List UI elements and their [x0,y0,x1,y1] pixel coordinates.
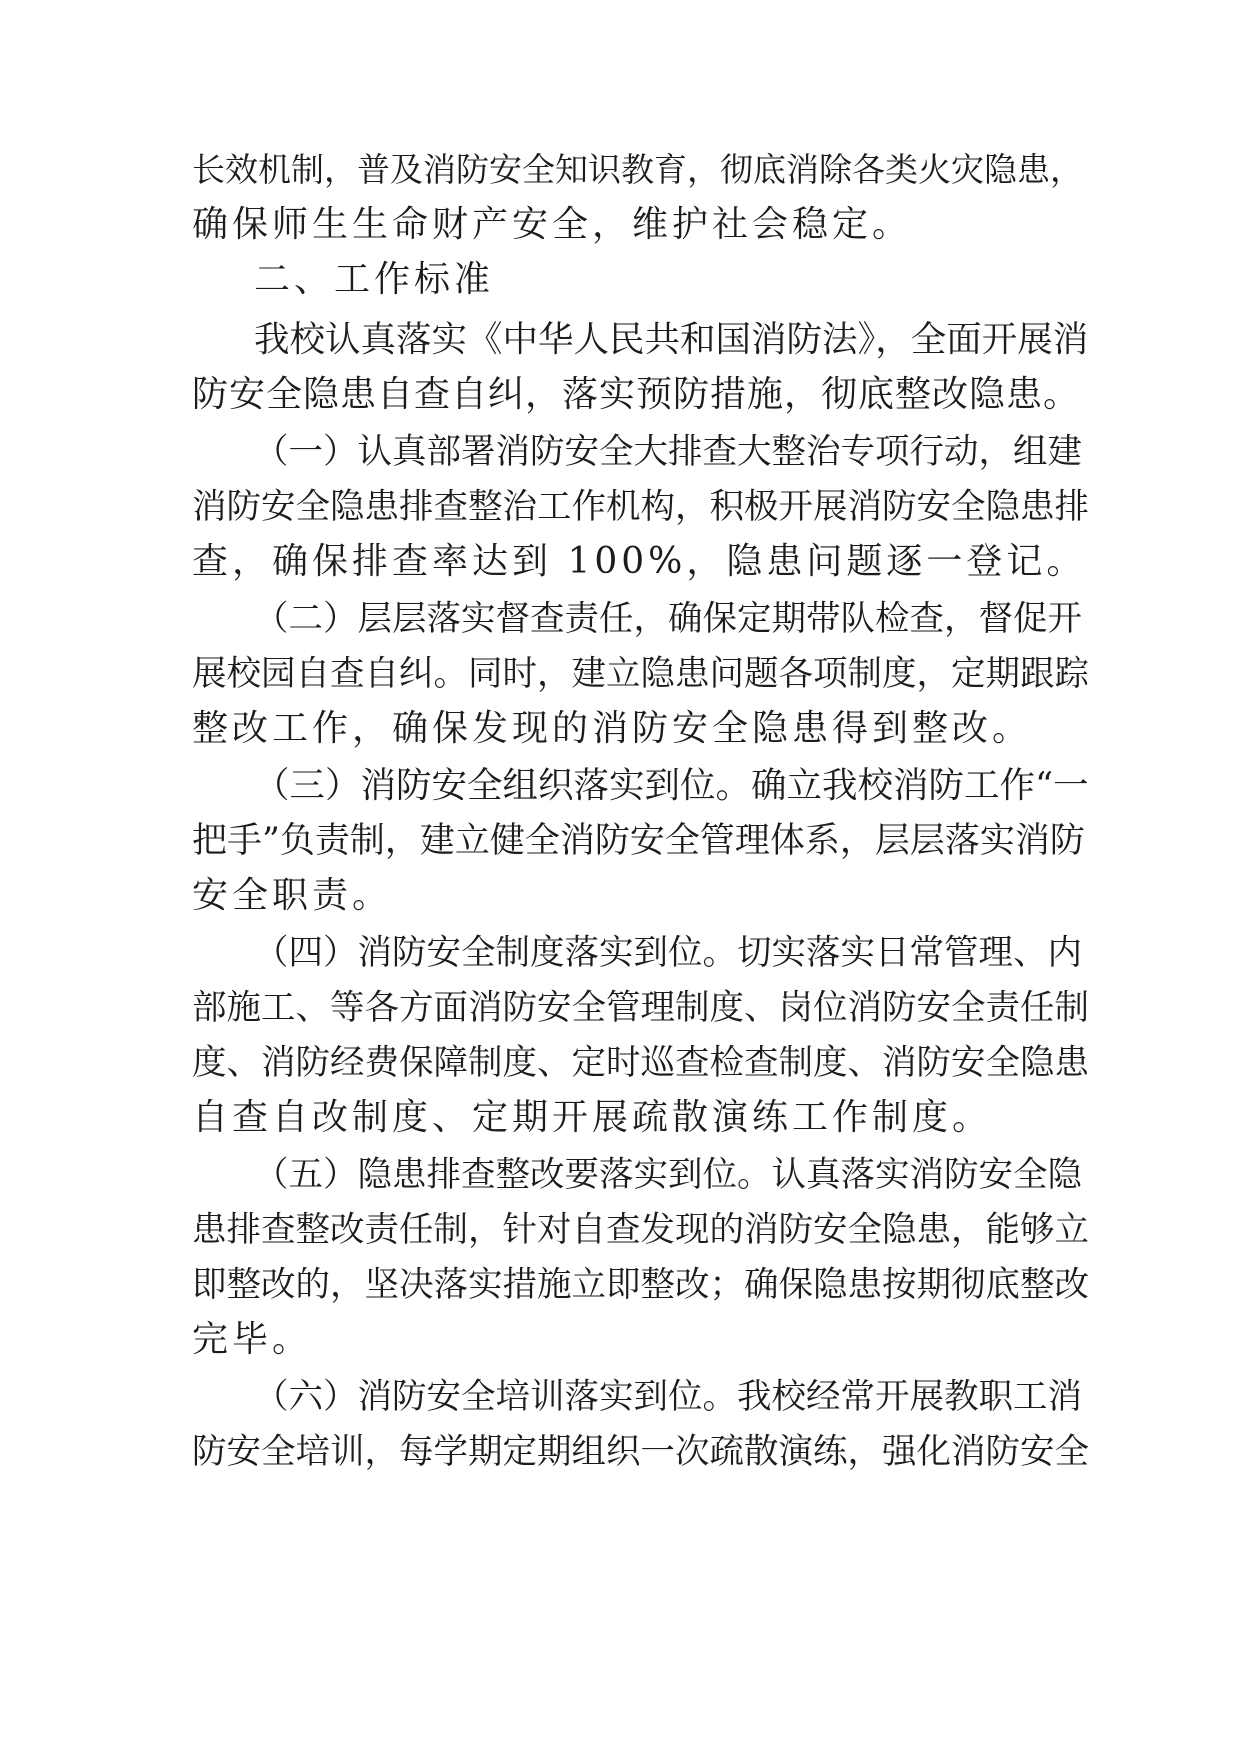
text-line: 度、消防经费保障制度、定时巡查检查制度、消防安全隐患 [192,1043,1089,1083]
text-line: （三）消防安全组织落实到位。确立我校消防工作“一 [254,765,1089,806]
text-line: 长效机制，普及消防安全知识教育，彻底消除各类火灾隐患， [192,150,1083,189]
text-line: 安全职责。 [192,875,393,916]
text-line: 整改工作，确保发现的消防安全隐患得到整改。 [192,708,1033,749]
text-line: 防安全培训，每学期定期组织一次疏散演练，强化消防安全 [192,1432,1089,1472]
text-line: （六）消防安全培训落实到位。我校经常开展教职工消 [254,1377,1082,1417]
text-line: 防安全隐患自查自纠，落实预防措施，彻底整改隐患。 [192,374,1081,415]
text-line: （四）消防安全制度落实到位。切实落实日常管理、内 [254,933,1082,973]
text-line: （五）隐患排查整改要落实到位。认真落实消防安全隐 [254,1155,1082,1195]
text-line: 把手”负责制，建立健全消防安全管理体系，层层落实消防 [192,821,1085,861]
text-line: 查，确保排查率达到 100%，隐患问题逐一登记。 [192,541,1087,582]
text-line: 确保师生生命财产安全，维护社会稳定。 [192,204,913,245]
text-line: 消防安全隐患排查整治工作机构，积极开展消防安全隐患排 [192,487,1089,527]
text-line: （一）认真部署消防安全大排查大整治专项行动，组建 [254,432,1082,472]
text-line: 自查自改制度、定期开展疏散演练工作制度。 [192,1097,993,1138]
section-heading: 二、工作标准 [254,259,495,300]
text-line: 部施工、等各方面消防安全管理制度、岗位消防安全责任制 [192,988,1089,1028]
text-line: 我校认真落实《中华人民共和国消防法》，全面开展消 [254,319,1089,360]
text-line: 即整改的，坚决落实措施立即整改；确保隐患按期彻底整改 [192,1265,1089,1305]
text-line: 展校园自查自纠。同时，建立隐患问题各项制度，定期跟踪 [192,654,1089,694]
text-line: （二）层层落实督查责任，确保定期带队检查，督促开 [254,599,1082,639]
text-line: 完毕。 [192,1319,313,1360]
text-line: 患排查整改责任制，针对自查发现的消防安全隐患，能够立 [192,1210,1089,1250]
